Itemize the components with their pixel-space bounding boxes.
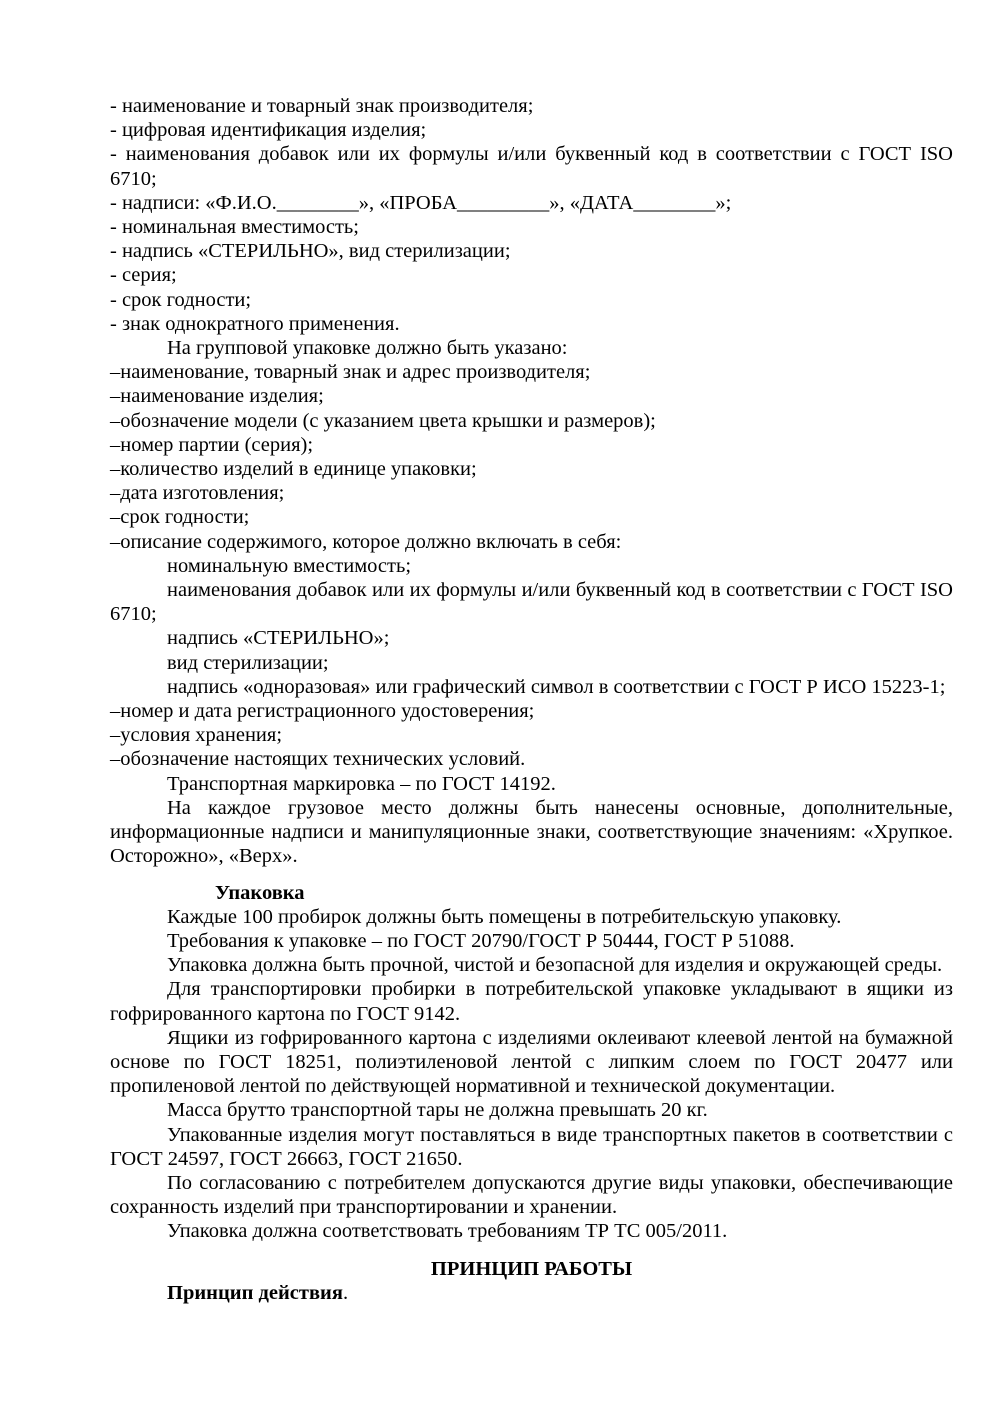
list-item: –количество изделий в единице упаковки; xyxy=(110,458,477,481)
sub-list-item: вид стерилизации; xyxy=(167,651,329,674)
list-item: –обозначение настоящих технических условий. xyxy=(110,748,526,771)
paragraph: Транспортная маркировка – по ГОСТ 14192. xyxy=(167,772,556,795)
paragraph: Для транспортировки пробирки в потребительской упаковке укладывают в ящики из гофрированного картона по ГОСТ 9142. xyxy=(110,978,953,1025)
list-item: - наименование и товарный знак производителя; xyxy=(110,95,534,117)
list-item: –наименование изделия; xyxy=(110,385,324,408)
paragraph: Упаковка должна соответствовать требованиям ТР ТС 005/2011. xyxy=(167,1220,728,1243)
list-item: - надписи: «Ф.И.О.________», «ПРОБА_________», «ДАТА________»; xyxy=(110,191,732,214)
page-heading: ПРИНЦИП РАБОТЫ xyxy=(430,1257,633,1280)
list-item: - серия; xyxy=(110,264,177,287)
sub-list-item: надпись «СТЕРИЛЬНО»; xyxy=(167,627,390,650)
paragraph: На каждое грузовое место должны быть нанесены основные, дополнительные, информационные надписи и манипуляционные знаки, соответствующие значениям: «Хрупкое. Осторожно», «Верх». xyxy=(110,796,953,868)
list-item: –наименование, товарный знак и адрес производителя; xyxy=(110,361,591,384)
sub-list-item: надпись «одноразовая» или графический символ в соответствии с ГОСТ Р ИСО 15223-1; xyxy=(167,675,946,698)
sub-list-item: номинальную вместимость; xyxy=(167,554,412,577)
list-item: - номинальная вместимость; xyxy=(110,216,359,239)
list-item: - наименования добавок или их формулы и/или буквенный код в соответствии с ГОСТ ISO 6710; xyxy=(110,143,953,190)
paragraph: На групповой упаковке должно быть указано: xyxy=(167,337,568,360)
list-item: –обозначение модели (с указанием цвета крышки и размеров); xyxy=(110,409,656,432)
paragraph: Упаковка должна быть прочной, чистой и безопасной для изделия и окружающей среды. xyxy=(167,954,943,977)
list-item: –срок годности; xyxy=(110,506,250,529)
list-item: –номер и дата регистрационного удостоверения; xyxy=(110,700,535,723)
list-item: - срок годности; xyxy=(110,288,252,311)
section-heading: Упаковка xyxy=(215,881,305,904)
list-item: –номер партии (серия); xyxy=(110,433,314,456)
lead-paragraph: Принцип действия. xyxy=(167,1281,349,1304)
list-item: –дата изготовления; xyxy=(110,482,285,505)
list-item: –условия хранения; xyxy=(110,724,283,747)
paragraph: Ящики из гофрированного картона с изделиями оклеивают клеевой лентой на бумажной основе по ГОСТ 18251, полиэтиленовой лентой с липким слоем по ГОСТ 20477 или пропиленовой лентой по действующей нормативной и технической документации. xyxy=(110,1026,953,1098)
paragraph: По согласованию с потребителем допускаются другие виды упаковки, обеспечивающие сохранность изделий при транспортировании и хранении. xyxy=(110,1171,953,1219)
document-body xyxy=(110,94,953,1305)
list-item: - цифровая идентификация изделия; xyxy=(110,119,427,142)
paragraph: Упакованные изделия могут поставляться в виде транспортных пакетов в соответствии с ГОСТ 24597, ГОСТ 26663, ГОСТ 21650. xyxy=(110,1123,953,1170)
paragraph: Каждые 100 пробирок должны быть помещены в потребительскую упаковку. xyxy=(167,905,842,928)
paragraph: Требования к упаковке – по ГОСТ 20790/ГОСТ Р 50444, ГОСТ Р 51088. xyxy=(167,929,795,952)
list-item: - знак однократного применения. xyxy=(110,312,400,335)
list-item: –описание содержимого, которое должно включать в себя: xyxy=(110,530,622,553)
list-item: - надпись «СТЕРИЛЬНО», вид стерилизации; xyxy=(110,240,511,263)
sub-list-item: наименования добавок или их формулы и/или буквенный код в соответствии с ГОСТ ISO 6710; xyxy=(110,579,953,626)
paragraph: Масса брутто транспортной тары не должна превышать 20 кг. xyxy=(167,1099,708,1122)
